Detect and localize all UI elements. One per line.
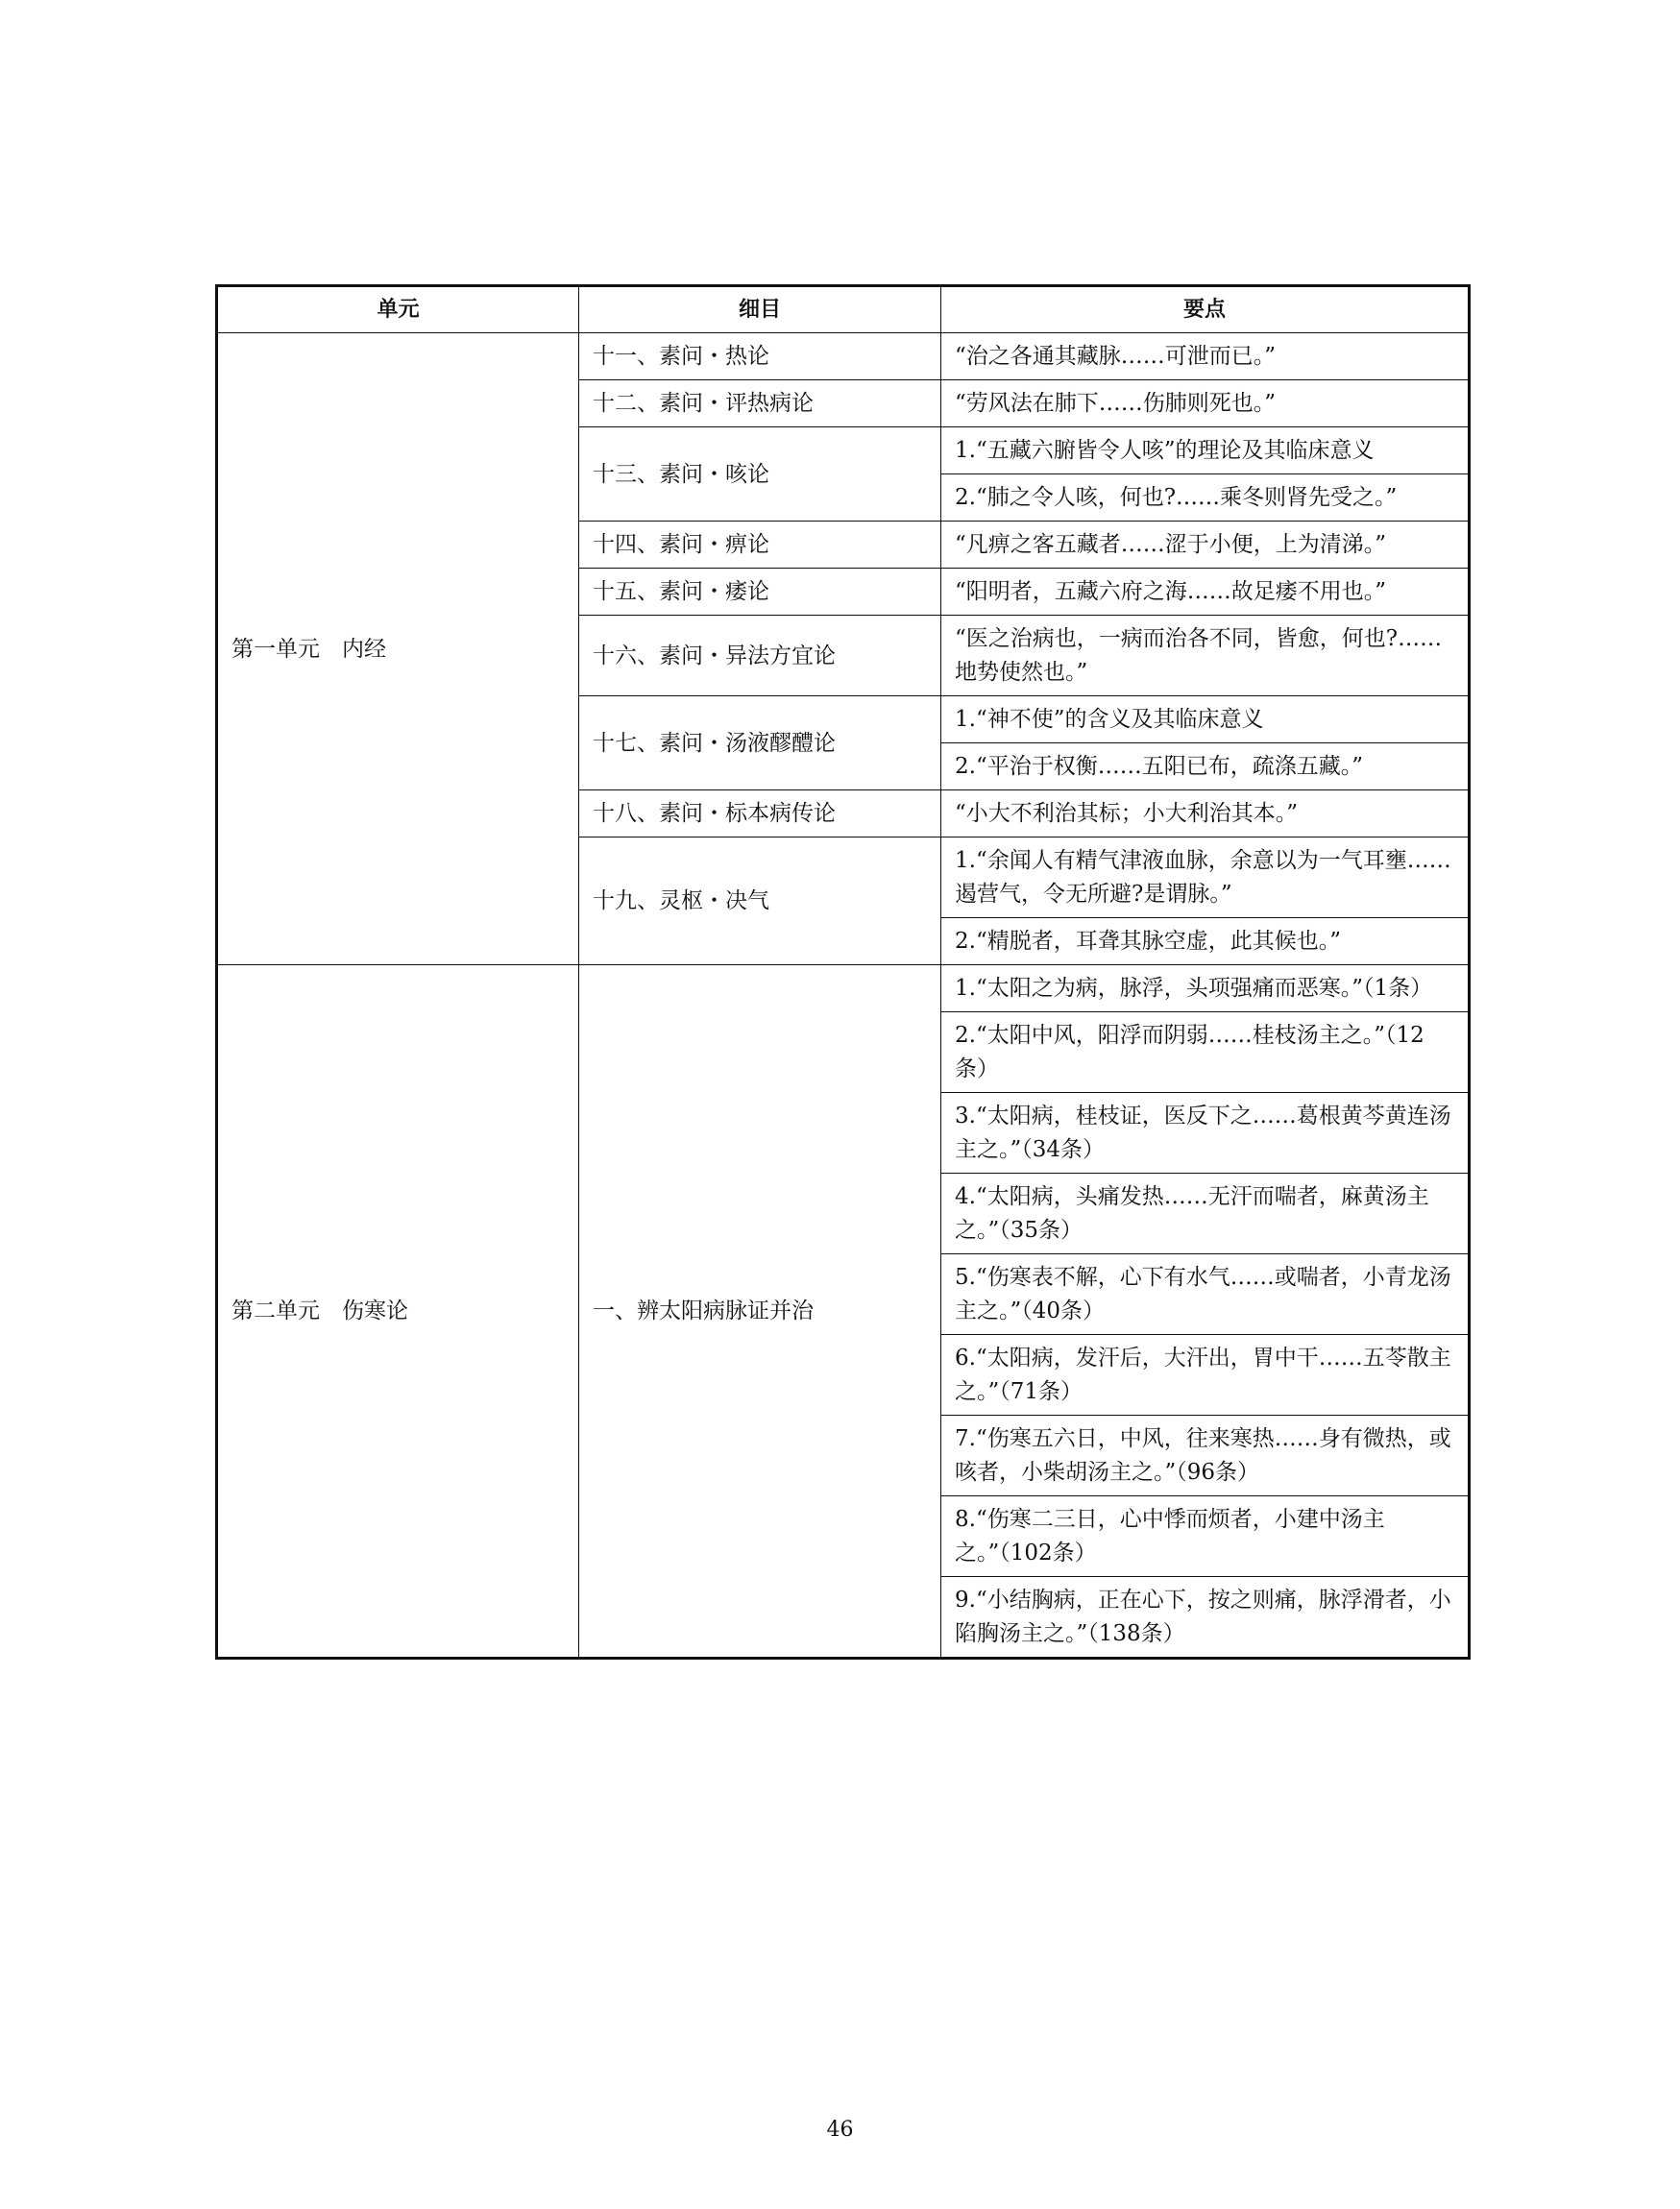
header-unit: 单元 bbox=[217, 286, 579, 333]
item-cell: 十四、素问・痹论 bbox=[579, 522, 941, 569]
point-cell: 1.“余闻人有精气津液血脉，余意以为一气耳壅……遏营气，令无所避?是谓脉。” bbox=[941, 837, 1470, 918]
page-number: 46 bbox=[826, 2118, 854, 2142]
point-cell: “阳明者，五藏六府之海……故足痿不用也。” bbox=[941, 569, 1470, 616]
point-cell: 1.“太阳之为病，脉浮，头项强痛而恶寒。”（1条） bbox=[941, 965, 1470, 1012]
point-cell: 1.“五藏六腑皆令人咳”的理论及其临床意义 bbox=[941, 427, 1470, 474]
point-cell: 2.“肺之令人咳，何也?……乘冬则肾先受之。” bbox=[941, 474, 1470, 522]
item-cell: 十九、灵枢・决气 bbox=[579, 837, 941, 965]
unit-cell: 第一单元 内经 bbox=[217, 333, 579, 965]
point-cell: 9.“小结胸病，正在心下，按之则痛，脉浮滑者，小陷胸汤主之。”（138条） bbox=[941, 1577, 1470, 1659]
point-cell: “治之各通其藏脉……可泄而已。” bbox=[941, 333, 1470, 380]
item-cell: 十七、素问・汤液醪醴论 bbox=[579, 696, 941, 790]
header-point: 要点 bbox=[941, 286, 1470, 333]
item-cell: 十三、素问・咳论 bbox=[579, 427, 941, 522]
item-cell: 一、辨太阳病脉证并治 bbox=[579, 965, 941, 1659]
point-cell: “医之治病也，一病而治各不同，皆愈，何也?……地势使然也。” bbox=[941, 616, 1470, 696]
table-row bbox=[217, 333, 1470, 380]
point-cell: “凡痹之客五藏者……涩于小便，上为清涕。” bbox=[941, 522, 1470, 569]
header-item: 细目 bbox=[579, 286, 941, 333]
point-cell: 2.“精脱者，耳聋其脉空虚，此其候也。” bbox=[941, 918, 1470, 965]
point-cell: 4.“太阳病，头痛发热……无汗而喘者，麻黄汤主之。”（35条） bbox=[941, 1174, 1470, 1254]
point-cell: 2.“平治于权衡……五阳已布，疏涤五藏。” bbox=[941, 743, 1470, 790]
point-cell: 2.“太阳中风，阳浮而阴弱……桂枝汤主之。”（12条） bbox=[941, 1012, 1470, 1093]
point-cell: 6.“太阳病，发汗后，大汗出，胃中干……五苓散主之。”（71条） bbox=[941, 1335, 1470, 1416]
point-cell: 3.“太阳病，桂枝证，医反下之……葛根黄芩黄连汤主之。”（34条） bbox=[941, 1093, 1470, 1174]
item-cell: 十二、素问・评热病论 bbox=[579, 380, 941, 427]
point-cell: 1.“神不使”的含义及其临床意义 bbox=[941, 696, 1470, 743]
table-row bbox=[217, 965, 1470, 1012]
point-cell: 5.“伤寒表不解，心下有水气……或喘者，小青龙汤主之。”（40条） bbox=[941, 1254, 1470, 1335]
item-cell: 十六、素问・异法方宜论 bbox=[579, 616, 941, 696]
syllabus-table bbox=[215, 284, 1471, 1660]
point-cell: “劳风法在肺下……伤肺则死也。” bbox=[941, 380, 1470, 427]
table-body bbox=[217, 333, 1470, 1659]
unit-cell: 第二单元 伤寒论 bbox=[217, 965, 579, 1659]
table-header-row bbox=[217, 286, 1470, 333]
item-cell: 十八、素问・标本病传论 bbox=[579, 790, 941, 837]
point-cell: 8.“伤寒二三日，心中悸而烦者，小建中汤主之。”（102条） bbox=[941, 1496, 1470, 1577]
item-cell: 十五、素问・痿论 bbox=[579, 569, 941, 616]
point-cell: 7.“伤寒五六日，中风，往来寒热……身有微热，或咳者，小柴胡汤主之。”（96条） bbox=[941, 1416, 1470, 1496]
item-cell: 十一、素问・热论 bbox=[579, 333, 941, 380]
point-cell: “小大不利治其标；小大利治其本。” bbox=[941, 790, 1470, 837]
